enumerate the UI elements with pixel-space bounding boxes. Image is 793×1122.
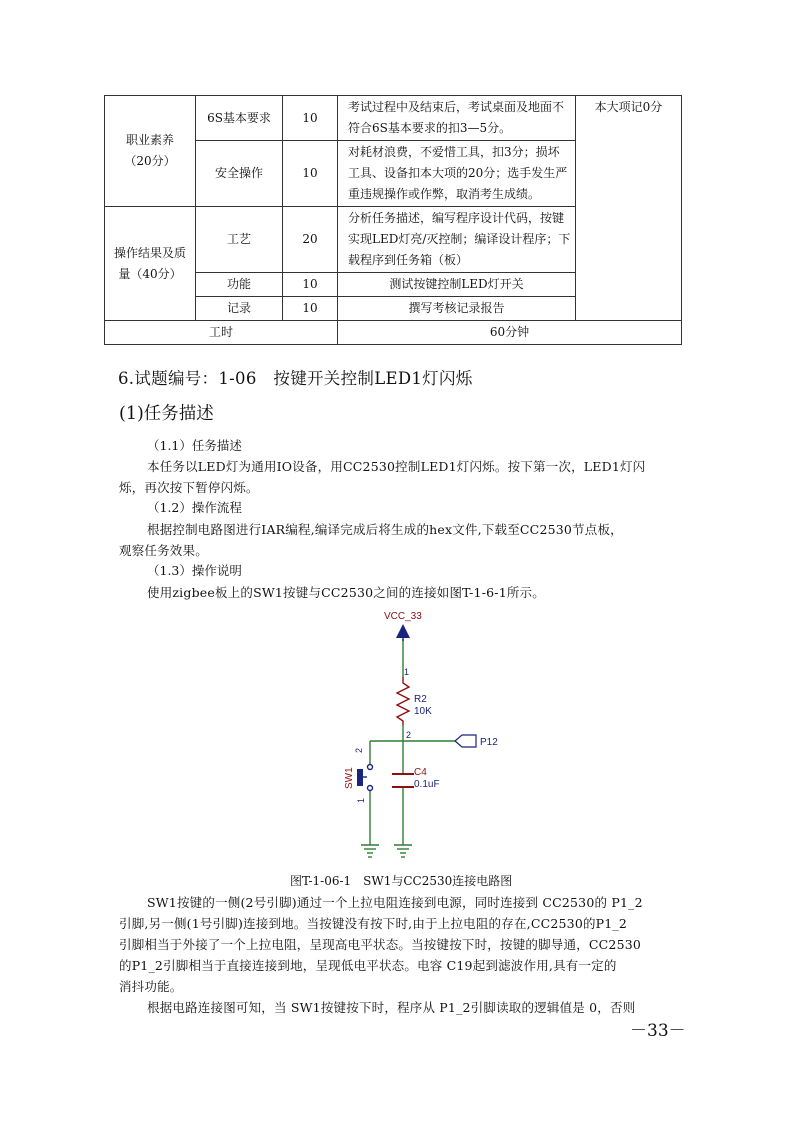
paragraph-line: 观察任务效果。	[119, 543, 208, 558]
paragraph-line: 引脚,另一侧(1号引脚)连接到地。当按键没有按下时,由于上拉电阻的存在,CC2530的P1_2	[119, 916, 628, 931]
section-title: 6.试题编号：1-06 按键开关控制LED1灯闪烁	[118, 369, 473, 388]
figure-caption: 图T-1-06-1 SW1与CC2530连接电路图	[290, 874, 513, 888]
net-label: P12	[480, 737, 498, 748]
table-cell-desc: 对耗材浪费，不爱惜工具，扣3分；损坏工具、设备扣本大项的20分；选手发生严重违规操作或作弊，取消考生成绩。	[338, 141, 576, 207]
table-cell-item: 记录	[196, 297, 283, 321]
table-cell-score: 10	[283, 141, 338, 207]
vcc-label: VCC_33	[384, 611, 422, 622]
capacitor-name: C4	[414, 767, 427, 778]
subsection-label: （1.1）任务描述	[147, 438, 242, 453]
switch-pin-label: 1	[356, 797, 366, 803]
resistor-name: R2	[414, 694, 427, 705]
table-row	[105, 96, 682, 141]
table-cell-item: 工艺	[196, 207, 283, 273]
table-cell-desc: 考试过程中及结束后，考试桌面及地面不符合6S基本要求的扣3—5分。	[338, 96, 576, 141]
table-cell-time-value: 60分钟	[338, 321, 682, 345]
table-cell-note: 本大项记0分	[576, 96, 682, 321]
resistor-value: 10K	[414, 706, 432, 717]
paragraph-line: 本任务以LED灯为通用IO设备，用CC2530控制LED1灯闪烁。按下第一次，LED1灯闪	[147, 459, 646, 474]
paragraph-line: 消抖功能。	[119, 979, 183, 994]
switch-pin-label: 2	[354, 747, 364, 753]
task-heading: (1)任务描述	[119, 404, 214, 424]
table-cell-score: 10	[283, 297, 338, 321]
table-cell-score: 10	[283, 273, 338, 297]
net-port-icon	[455, 735, 476, 747]
paragraph-line: 引脚相当于外接了一个上拉电阻，呈现高电平状态。当按键按下时，按键的脚导通，CC2530	[119, 937, 642, 952]
table-row	[105, 321, 682, 345]
node-pin-label: 2	[406, 730, 412, 740]
circuit-diagram	[330, 605, 530, 865]
switch-name: SW1	[344, 767, 355, 789]
paragraph-line: 根据控制电路图进行IAR编程,编译完成后将生成的hex文件,下载至CC2530节点板，	[147, 522, 623, 537]
table-cell-item: 6S基本要求	[196, 96, 283, 141]
ground-icon	[361, 845, 379, 857]
paragraph-line: 使用zigbee板上的SW1按键与CC2530之间的连接如图T-1-6-1所示。	[147, 585, 545, 600]
table-cell-desc: 分析任务描述，编写程序设计代码，按键实现LED灯亮/灭控制；编译设计程序；下载程序到任务箱（板）	[338, 207, 576, 273]
table-cell-category: 操作结果及质量（40分）	[105, 207, 196, 321]
table-cell-desc: 测试按键控制LED灯开关	[338, 273, 576, 297]
paragraph-line: 烁，再次按下暂停闪烁。	[119, 480, 259, 495]
paragraph-line: 的P1_2引脚相当于直接连接到地，呈现低电平状态。电容 C19起到滤波作用,具有一定的	[119, 958, 617, 973]
table-cell-category: 职业素养（20分）	[105, 96, 196, 207]
table-cell-score: 20	[283, 207, 338, 273]
table-cell-item: 功能	[196, 273, 283, 297]
paragraph-line: SW1按键的一侧(2号引脚)通过一个上拉电阻连接到电源，同时连接到 CC2530的 P1_2	[147, 895, 643, 910]
table-cell-score: 10	[283, 96, 338, 141]
page-number: －33－	[630, 1021, 686, 1041]
subsection-label: （1.2）操作流程	[147, 500, 242, 515]
vcc-arrow-icon	[396, 624, 410, 638]
capacitor-value: 0.1uF	[414, 779, 440, 790]
table-cell-desc: 撰写考核记录报告	[338, 297, 576, 321]
subsection-label: （1.3）操作说明	[147, 563, 242, 578]
table-cell-item: 安全操作	[196, 141, 283, 207]
scoring-table	[104, 95, 682, 345]
paragraph-line: 根据电路连接图可知，当 SW1按键按下时，程序从 P1_2引脚读取的逻辑值是 0，否则	[147, 1000, 636, 1015]
switch-icon	[368, 765, 373, 791]
ground-icon	[394, 845, 412, 857]
pin-label: 1	[404, 667, 410, 677]
table-cell-time-label: 工时	[105, 321, 338, 345]
